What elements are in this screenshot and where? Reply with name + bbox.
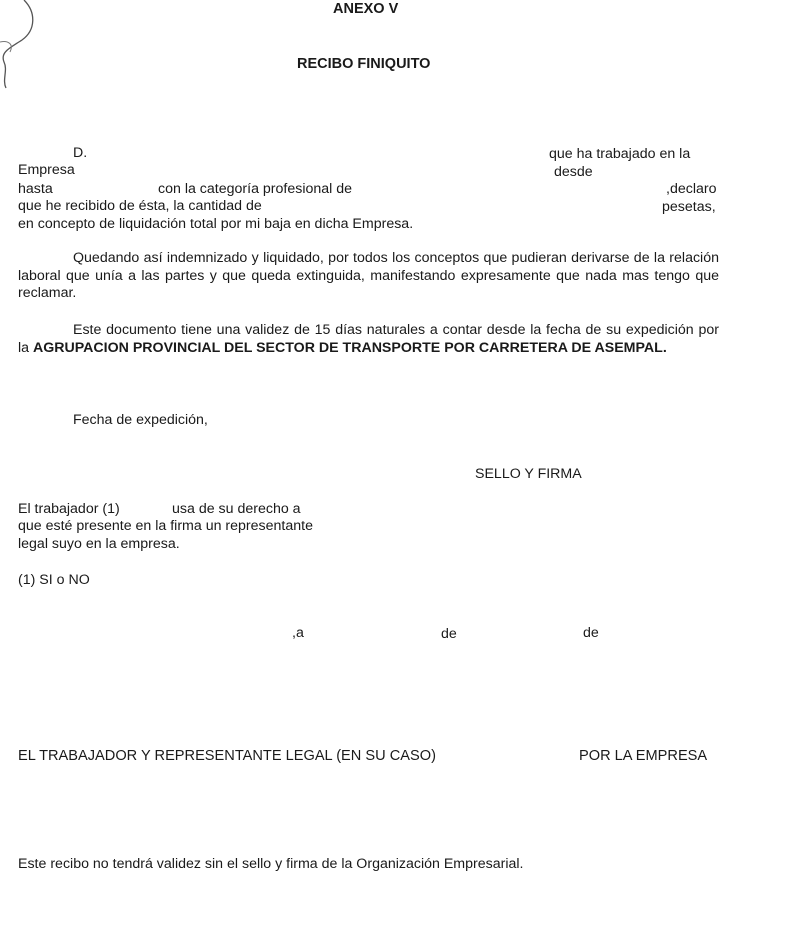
fecha-expedicion: Fecha de expedición, <box>73 412 208 428</box>
hasta-label: hasta <box>18 181 53 197</box>
name-label: D. <box>73 145 88 161</box>
sello-firma-label: SELLO Y FIRMA <box>475 466 582 482</box>
categoria-label: con la categoría profesional de <box>158 181 353 197</box>
trabajador-line-3: legal suyo en la empresa. <box>18 536 180 552</box>
concepto-text: en concepto de liquidación total por mi baja en dicha Empresa. <box>18 216 414 232</box>
declaro-label: ,declaro <box>666 181 717 197</box>
company-signature-label: POR LA EMPRESA <box>579 748 708 764</box>
pesetas-label: pesetas, <box>662 199 716 215</box>
trabajador-line-1b: usa de su derecho a <box>172 501 301 517</box>
worker-signature-label: EL TRABAJADOR Y REPRESENTANTE LEGAL (EN SU CASO) <box>18 748 436 764</box>
trabajador-line-1: El trabajador (1) <box>18 501 120 517</box>
recibido-label: que he recibido de ésta, la cantidad de <box>18 198 262 214</box>
annex-heading: ANEXO V <box>333 1 399 17</box>
corner-scribble-mark <box>0 0 40 90</box>
si-no-option: (1) SI o NO <box>18 572 90 588</box>
worked-text: que ha trabajado en la <box>549 146 691 162</box>
desde-label: desde <box>554 164 593 180</box>
trabajador-line-2: que esté presente en la firma un representante <box>18 518 313 534</box>
date-a: ,a <box>292 625 304 641</box>
paragraph-indemnizado-text: Quedando así indemnizado y liquidado, por todos los conceptos que pudieran derivarse de la relación laboral que unía a las partes y que queda extinguida, manifestando expresamente que nada mas tengo que reclamar. <box>18 250 719 301</box>
footer-note: Este recibo no tendrá validez sin el sello y firma de la Organización Empresarial. <box>18 856 524 872</box>
date-de-2: de <box>583 625 599 641</box>
organization-name: AGRUPACION PROVINCIAL DEL SECTOR DE TRANSPORTE POR CARRETERA DE ASEMPAL. <box>33 339 667 356</box>
paragraph-indemnizado <box>18 250 719 303</box>
empresa-label: Empresa <box>18 162 75 178</box>
document-title: RECIBO FINIQUITO <box>297 56 431 72</box>
date-de-1: de <box>441 626 457 642</box>
paragraph-validez-text: Este documento tiene una validez de 15 días naturales a contar desde la fecha de su expedición por la <box>18 322 719 356</box>
paragraph-validez <box>18 322 719 357</box>
